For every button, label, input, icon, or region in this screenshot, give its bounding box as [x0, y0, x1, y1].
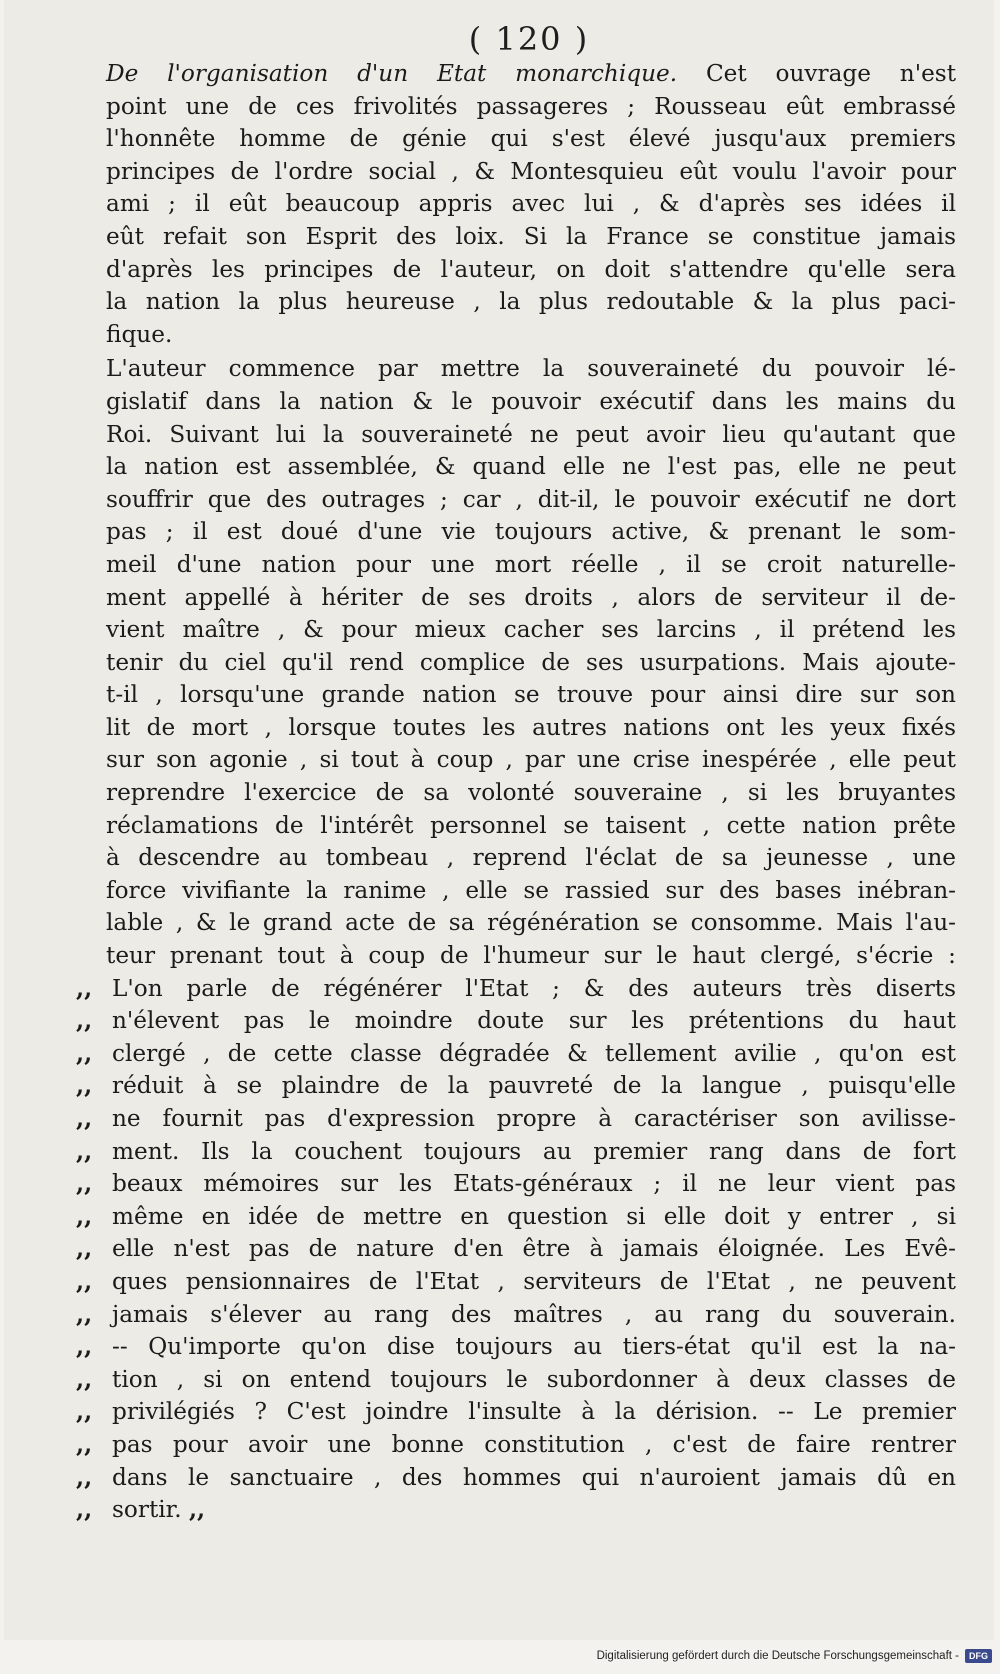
closing-quote-mark: ,,	[188, 1496, 206, 1524]
quote-line: ,, tion , si on entend toujours le subordonner à deux classes de	[76, 1364, 956, 1397]
quote-mark: ,,	[76, 1202, 93, 1230]
text-line: souffrir que des outrages ; car , dit-il, le pouvoir exécutif ne dort	[106, 485, 956, 513]
quote-mark: ,,	[76, 1365, 93, 1393]
quote-mark: ,,	[76, 1398, 93, 1426]
text-line: pas ; il est doué d'une vie toujours active, & prenant le som-	[106, 518, 956, 546]
text-line: ami ; il eût beaucoup appris avec lui , & d'après ses idées il	[106, 190, 956, 218]
italic-title: De l'organisation d'un Etat monarchique.	[106, 60, 678, 87]
quote-mark: ,,	[76, 1170, 93, 1198]
quote-line: ,, réduit à se plaindre de la pauvreté de la langue , puisqu'elle	[76, 1070, 956, 1103]
text-line: fique.	[106, 320, 173, 348]
text-line: la nation est assemblée, & quand elle ne l'est pas, elle ne peut	[106, 453, 956, 481]
text-line: reprendre l'exercice de sa volonté souveraine , si les bruyantes	[106, 779, 956, 807]
quote-mark: ,,	[76, 1039, 93, 1067]
text-line: l'honnête homme de génie qui s'est élevé jusqu'aux premiers	[106, 125, 956, 153]
quote-line: ,, ques pensionnaires de l'Etat , serviteurs de l'Etat , ne peuvent	[76, 1266, 956, 1299]
quote-line: ,, beaux mémoires sur les Etats-généraux ; il ne leur vient pas	[76, 1168, 956, 1201]
text-line: meil d'une nation pour une mort réelle , il se croit naturelle-	[106, 550, 956, 578]
text-line: L'auteur commence par mettre la souveraineté du pouvoir lé-	[106, 355, 956, 383]
block-quote	[76, 973, 956, 1527]
digitization-credit	[597, 1644, 992, 1668]
quote-line: ,, privilégiés ? C'est joindre l'insulte à la dérision. -- Le premier	[76, 1396, 956, 1429]
quote-line: ,, clergé , de cette classe dégradée & tellement avilie , qu'on est	[76, 1038, 956, 1071]
quote-line: ,, ne fournit pas d'expression propre à caractériser son avilisse-	[76, 1103, 956, 1136]
quote-line: ,, n'élevent pas le moindre doute sur les prétentions du haut	[76, 1005, 956, 1038]
paragraph-2	[76, 353, 956, 972]
text-line: lable , & le grand acte de sa régénération se consomme. Mais l'au-	[106, 909, 956, 937]
paper-sheet	[4, 0, 994, 1640]
quote-line: ,, même en idée de mettre en question si elle doit y entrer , si	[76, 1201, 956, 1234]
credit-text: Digitalisierung gefördert durch die Deutsche Forschungsgemeinschaft -	[596, 1650, 959, 1662]
text-line: principes de l'ordre social , & Montesquieu eût voulu l'avoir pour	[106, 157, 956, 185]
quote-line: ,, -- Qu'importe qu'on dise toujours au tiers-état qu'il est la na-	[76, 1331, 956, 1364]
quote-line: ,, sortir. ,,	[76, 1494, 956, 1527]
paragraph-1	[76, 58, 956, 351]
quote-mark: ,,	[76, 1235, 93, 1263]
text-line: De l'organisation d'un Etat monarchique. Cet ouvrage n'est	[106, 60, 957, 87]
text-line: lit de mort , lorsque toutes les autres nations ont les yeux fixés	[106, 713, 956, 741]
text-line: d'après les principes de l'auteur, on doit s'attendre qu'elle sera	[106, 255, 956, 283]
quote-mark: ,,	[76, 1137, 93, 1165]
quote-line: ,, pas pour avoir une bonne constitution , c'est de faire rentrer	[76, 1429, 956, 1462]
quote-line: ,, elle n'est pas de nature d'en être à jamais éloignée. Les Evê-	[76, 1233, 956, 1266]
quote-mark: ,,	[76, 1300, 93, 1328]
quote-mark: ,,	[76, 1105, 93, 1132]
text-line: teur prenant tout à coup de l'humeur sur le haut clergé, s'écrie :	[106, 942, 956, 970]
quote-mark: ,,	[76, 974, 93, 1002]
page-number: ( 120 )	[468, 20, 590, 58]
quote-mark: ,,	[76, 1007, 93, 1035]
dfg-logo-icon: DFG	[965, 1649, 992, 1663]
text-line: tenir du ciel qu'il rend complice de ses usurpations. Mais ajoute-	[106, 648, 956, 676]
text-line: Roi. Suivant lui la souveraineté ne peut avoir lieu qu'autant que	[106, 420, 956, 448]
text-line: force vivifiante la ranime , elle se rassied sur des bases inébran-	[106, 876, 956, 904]
text-line: la nation la plus heureuse , la plus redoutable & la plus paci-	[106, 288, 956, 316]
text-line: t-il , lorsqu'une grande nation se trouve pour ainsi dire sur son	[106, 681, 956, 709]
text-line: ment appellé à hériter de ses droits , alors de serviteur il de-	[106, 583, 956, 611]
body-text	[76, 58, 956, 1527]
quote-mark: ,,	[76, 1267, 93, 1295]
quote-mark: ,,	[76, 1463, 93, 1491]
quote-line: ,, jamais s'élever au rang des maîtres , au rang du souverain.	[76, 1299, 956, 1332]
text-line: gislatif dans la nation & le pouvoir exécutif dans les mains du	[106, 387, 956, 415]
text-line: à descendre au tombeau , reprend l'éclat de sa jeunesse , une	[106, 844, 956, 872]
text-line: eût refait son Esprit des loix. Si la France se constitue jamais	[106, 222, 956, 250]
quote-line: ,, L'on parle de régénérer l'Etat ; & des auteurs très diserts	[76, 973, 956, 1006]
text-line: vient maître , & pour mieux cacher ses larcins , il prétend les	[106, 616, 956, 644]
text-line: réclamations de l'intérêt personnel se taisent , cette nation prête	[106, 811, 956, 839]
text-line: point une de ces frivolités passageres ; Rousseau eût embrassé	[106, 92, 956, 120]
quote-mark: ,,	[76, 1496, 93, 1524]
text-line: sur son agonie , si tout à coup , par une crise inespérée , elle peut	[106, 746, 956, 774]
quote-mark: ,,	[76, 1072, 93, 1100]
quote-line: ,, dans le sanctuaire , des hommes qui n'auroient jamais dû en	[76, 1462, 956, 1495]
quote-mark: ,,	[76, 1333, 93, 1361]
quote-mark: ,,	[76, 1430, 93, 1458]
quote-line: ,, ment. Ils la couchent toujours au premier rang dans de fort	[76, 1136, 956, 1169]
